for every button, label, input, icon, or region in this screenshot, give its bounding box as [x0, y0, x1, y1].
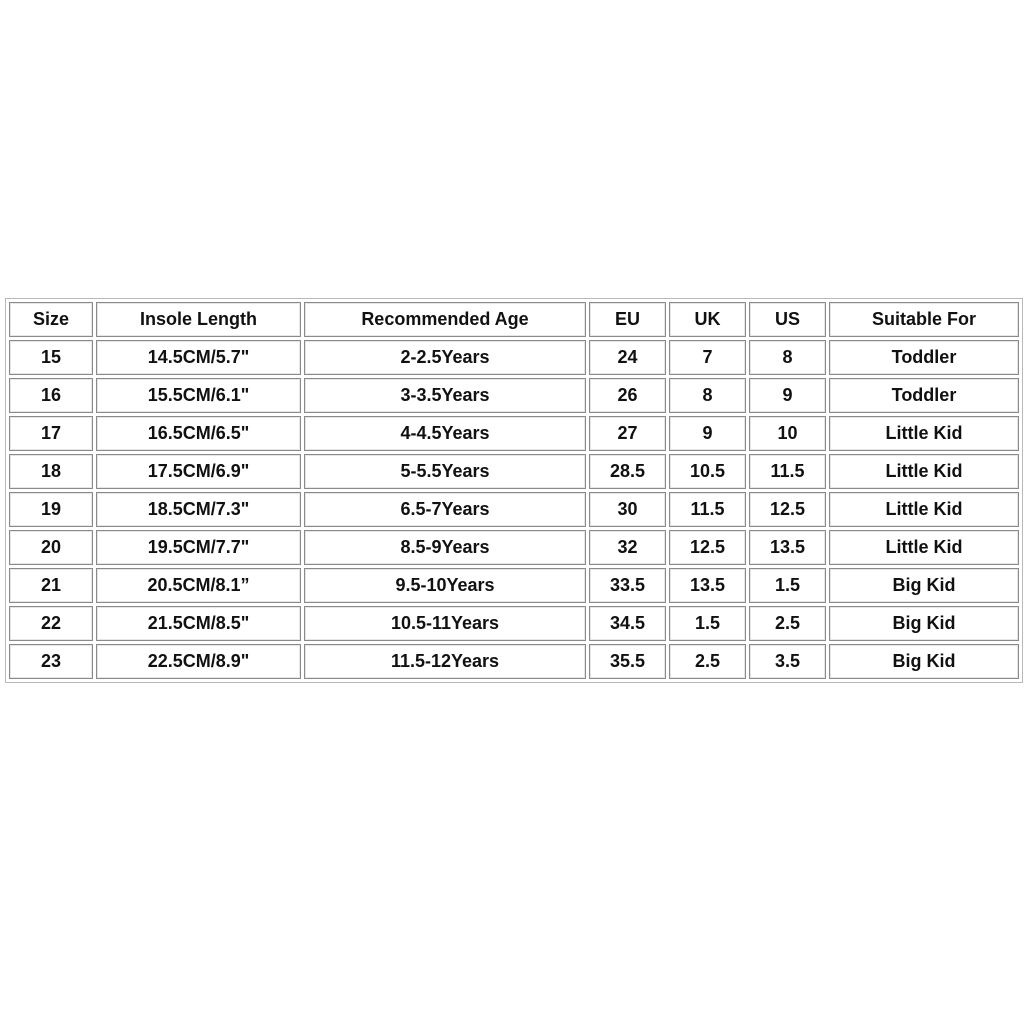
cell-suitable-for: Little Kid: [829, 454, 1019, 489]
cell-suitable-for: Little Kid: [829, 416, 1019, 451]
table-row: [9, 416, 1019, 451]
cell-size: 20: [9, 530, 93, 565]
table-row: [9, 530, 1019, 565]
cell-uk: 12.5: [669, 530, 746, 565]
cell-eu: 26: [589, 378, 666, 413]
cell-insole-length: 19.5CM/7.7": [96, 530, 301, 565]
size-chart-table: [5, 298, 1023, 683]
cell-suitable-for: Big Kid: [829, 568, 1019, 603]
cell-recommended-age: 6.5-7Years: [304, 492, 586, 527]
cell-eu: 32: [589, 530, 666, 565]
cell-suitable-for: Big Kid: [829, 606, 1019, 641]
cell-uk: 10.5: [669, 454, 746, 489]
cell-size: 22: [9, 606, 93, 641]
cell-us: 1.5: [749, 568, 826, 603]
table-header-row: [9, 302, 1019, 337]
cell-uk: 9: [669, 416, 746, 451]
cell-recommended-age: 8.5-9Years: [304, 530, 586, 565]
header-suitable-for: Suitable For: [829, 302, 1019, 337]
cell-eu: 34.5: [589, 606, 666, 641]
cell-suitable-for: Big Kid: [829, 644, 1019, 679]
cell-recommended-age: 9.5-10Years: [304, 568, 586, 603]
cell-us: 3.5: [749, 644, 826, 679]
header-uk: UK: [669, 302, 746, 337]
header-us: US: [749, 302, 826, 337]
cell-us: 11.5: [749, 454, 826, 489]
cell-suitable-for: Toddler: [829, 340, 1019, 375]
header-recommended-age: Recommended Age: [304, 302, 586, 337]
cell-uk: 1.5: [669, 606, 746, 641]
cell-us: 2.5: [749, 606, 826, 641]
table-row: [9, 606, 1019, 641]
table-row: [9, 340, 1019, 375]
cell-uk: 11.5: [669, 492, 746, 527]
cell-suitable-for: Little Kid: [829, 492, 1019, 527]
cell-uk: 2.5: [669, 644, 746, 679]
cell-size: 15: [9, 340, 93, 375]
cell-recommended-age: 10.5-11Years: [304, 606, 586, 641]
cell-eu: 24: [589, 340, 666, 375]
cell-recommended-age: 2-2.5Years: [304, 340, 586, 375]
cell-us: 12.5: [749, 492, 826, 527]
cell-insole-length: 21.5CM/8.5": [96, 606, 301, 641]
cell-insole-length: 15.5CM/6.1": [96, 378, 301, 413]
cell-recommended-age: 5-5.5Years: [304, 454, 586, 489]
cell-recommended-age: 11.5-12Years: [304, 644, 586, 679]
cell-uk: 8: [669, 378, 746, 413]
table-row: [9, 378, 1019, 413]
cell-uk: 13.5: [669, 568, 746, 603]
table-row: [9, 644, 1019, 679]
cell-eu: 28.5: [589, 454, 666, 489]
cell-suitable-for: Toddler: [829, 378, 1019, 413]
cell-eu: 33.5: [589, 568, 666, 603]
header-eu: EU: [589, 302, 666, 337]
cell-insole-length: 18.5CM/7.3": [96, 492, 301, 527]
cell-size: 23: [9, 644, 93, 679]
cell-eu: 35.5: [589, 644, 666, 679]
table-row: [9, 568, 1019, 603]
cell-eu: 27: [589, 416, 666, 451]
cell-insole-length: 14.5CM/5.7": [96, 340, 301, 375]
cell-us: 10: [749, 416, 826, 451]
cell-size: 21: [9, 568, 93, 603]
cell-size: 16: [9, 378, 93, 413]
header-insole-length: Insole Length: [96, 302, 301, 337]
cell-recommended-age: 4-4.5Years: [304, 416, 586, 451]
cell-us: 8: [749, 340, 826, 375]
cell-insole-length: 20.5CM/8.1”: [96, 568, 301, 603]
cell-size: 19: [9, 492, 93, 527]
cell-insole-length: 22.5CM/8.9": [96, 644, 301, 679]
cell-size: 17: [9, 416, 93, 451]
cell-uk: 7: [669, 340, 746, 375]
cell-size: 18: [9, 454, 93, 489]
cell-insole-length: 16.5CM/6.5": [96, 416, 301, 451]
cell-insole-length: 17.5CM/6.9": [96, 454, 301, 489]
cell-us: 9: [749, 378, 826, 413]
cell-suitable-for: Little Kid: [829, 530, 1019, 565]
table-row: [9, 492, 1019, 527]
cell-recommended-age: 3-3.5Years: [304, 378, 586, 413]
table-row: [9, 454, 1019, 489]
cell-eu: 30: [589, 492, 666, 527]
header-size: Size: [9, 302, 93, 337]
cell-us: 13.5: [749, 530, 826, 565]
